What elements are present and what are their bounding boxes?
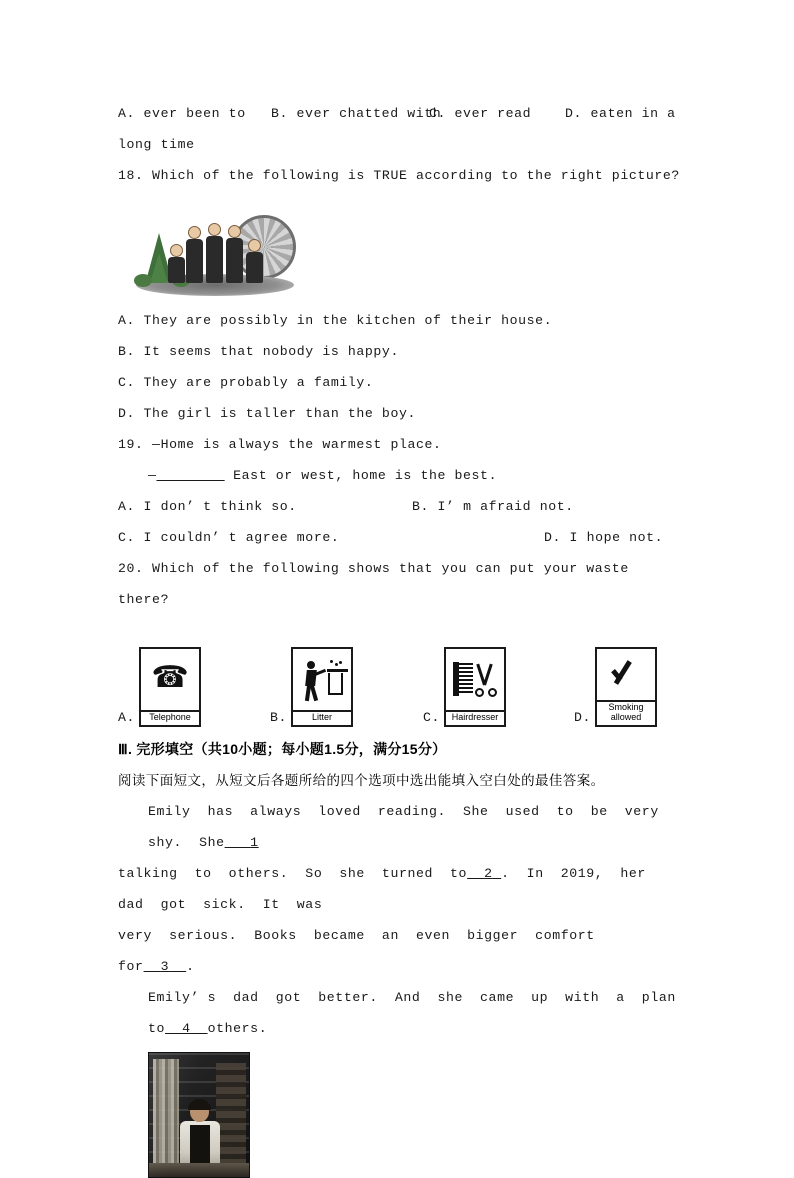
passage-text-1: Emily has always loved reading. She used to be very shy. She (148, 804, 676, 850)
sign-box-smoking-allowed[interactable] (595, 647, 657, 727)
check-mark-icon (597, 649, 655, 700)
passage-text-3: . In 2019, her dad got sick. It was (118, 866, 663, 912)
answer-blank-q19[interactable]: ________ (156, 468, 225, 483)
sign-letter-c: C. (423, 710, 441, 725)
question-18-figure (118, 195, 680, 299)
cloze-blank-2[interactable]: 2 (484, 866, 493, 881)
passage-line-2 (118, 858, 680, 920)
option-c-q17[interactable]: C. ever read (429, 106, 532, 121)
sign-caption-a: Telephone (141, 710, 199, 725)
question-18-option-c[interactable]: C. They are probably a family. (118, 375, 374, 390)
passage-text-6: Emily’ s dad got better. And she came up with a plan to (148, 990, 693, 1036)
question-19-stem-line-2 (118, 460, 680, 491)
option-b-q19[interactable]: B. I’ m afraid not. (412, 499, 574, 514)
option-d-q17[interactable]: D. eaten in a (565, 106, 676, 121)
question-19-stem-suffix: East or west, home is the best. (224, 468, 498, 483)
sign-box-hairdresser[interactable] (444, 647, 506, 727)
page-content (118, 98, 693, 1178)
family-amusement-park-photo (130, 195, 300, 299)
option-b-q17[interactable]: B. ever chatted with (271, 106, 442, 121)
section-3-instruction: 阅读下面短文，从短文后各题所给的四个选项中选出能填入空白处的最佳答案。 (118, 773, 605, 788)
question-19-options-line-1 (118, 491, 680, 522)
sign-letter-b: B. (270, 710, 288, 725)
sign-option-a[interactable] (118, 647, 201, 727)
section-3-heading: Ⅲ. 完形填空（共10小题；每小题1.5分，满分15分） (118, 741, 447, 757)
person-adult-2 (206, 223, 223, 283)
question-18-option-a[interactable]: A. They are possibly in the kitchen of their house. (118, 313, 553, 328)
person-adult-3 (226, 225, 243, 283)
passage-line-4 (118, 982, 693, 1044)
tree-shape-2 (150, 253, 168, 283)
sign-option-b[interactable] (270, 647, 353, 727)
sign-caption-c: Hairdresser (446, 710, 504, 725)
cloze-blank-3[interactable]: 3 (160, 959, 170, 974)
question-17-options-line-2: long time (118, 137, 195, 152)
option-d-q19[interactable]: D. I hope not. (544, 530, 664, 545)
people-group (168, 209, 264, 283)
question-18-stem: 18. Which of the following is TRUE according to the right picture? (118, 168, 680, 183)
cloze-blank-4[interactable]: 4 (182, 1021, 191, 1036)
bush-shape-1 (134, 274, 152, 287)
question-19-options-line-2 (118, 522, 680, 553)
dash-prefix: — (148, 468, 157, 483)
person-child-2 (246, 239, 263, 283)
passage-text-4: very serious. Books became an even bigger comfort for (118, 928, 612, 974)
sign-option-c[interactable] (423, 647, 506, 727)
sign-caption-b: Litter (293, 710, 351, 725)
sign-letter-a: A. (118, 710, 136, 725)
question-18-option-b[interactable]: B. It seems that nobody is happy. (118, 344, 399, 359)
question-18-option-d[interactable]: D. The girl is taller than the boy. (118, 406, 416, 421)
option-c-q19[interactable]: C. I couldn’ t agree more. (118, 530, 340, 545)
sign-option-d[interactable] (574, 647, 657, 727)
girl-reading-in-library-photo (148, 1052, 250, 1178)
person-adult-1 (186, 226, 203, 283)
question-19-stem: 19. —Home is always the warmest place. (118, 437, 442, 452)
passage-text-2: talking to others. So she turned to (118, 866, 468, 881)
question-20-sign-options (118, 623, 680, 727)
sign-box-telephone[interactable] (139, 647, 201, 727)
sign-caption-d: Smoking allowed (597, 700, 655, 725)
comb-scissors-icon (446, 649, 504, 710)
sign-letter-d: D. (574, 710, 592, 725)
section-3-figure (118, 1052, 680, 1178)
telephone-icon: ☎ (151, 662, 189, 697)
person-child-1 (168, 244, 185, 283)
passage-text-5: . (186, 959, 195, 974)
passage-text-7: others. (207, 1021, 268, 1036)
question-17-options-line-1 (118, 98, 680, 129)
question-20-stem: 20. Which of the following shows that you can put your waste there? (118, 561, 638, 607)
litter-bin-icon (293, 649, 351, 710)
option-a-q19[interactable]: A. I don’ t think so. (118, 499, 297, 514)
passage-line-1 (118, 796, 680, 858)
option-a-q17[interactable]: A. ever been to (118, 106, 246, 121)
cloze-blank-1[interactable]: 1 (250, 835, 259, 850)
sign-box-litter[interactable] (291, 647, 353, 727)
passage-line-3 (118, 920, 680, 982)
